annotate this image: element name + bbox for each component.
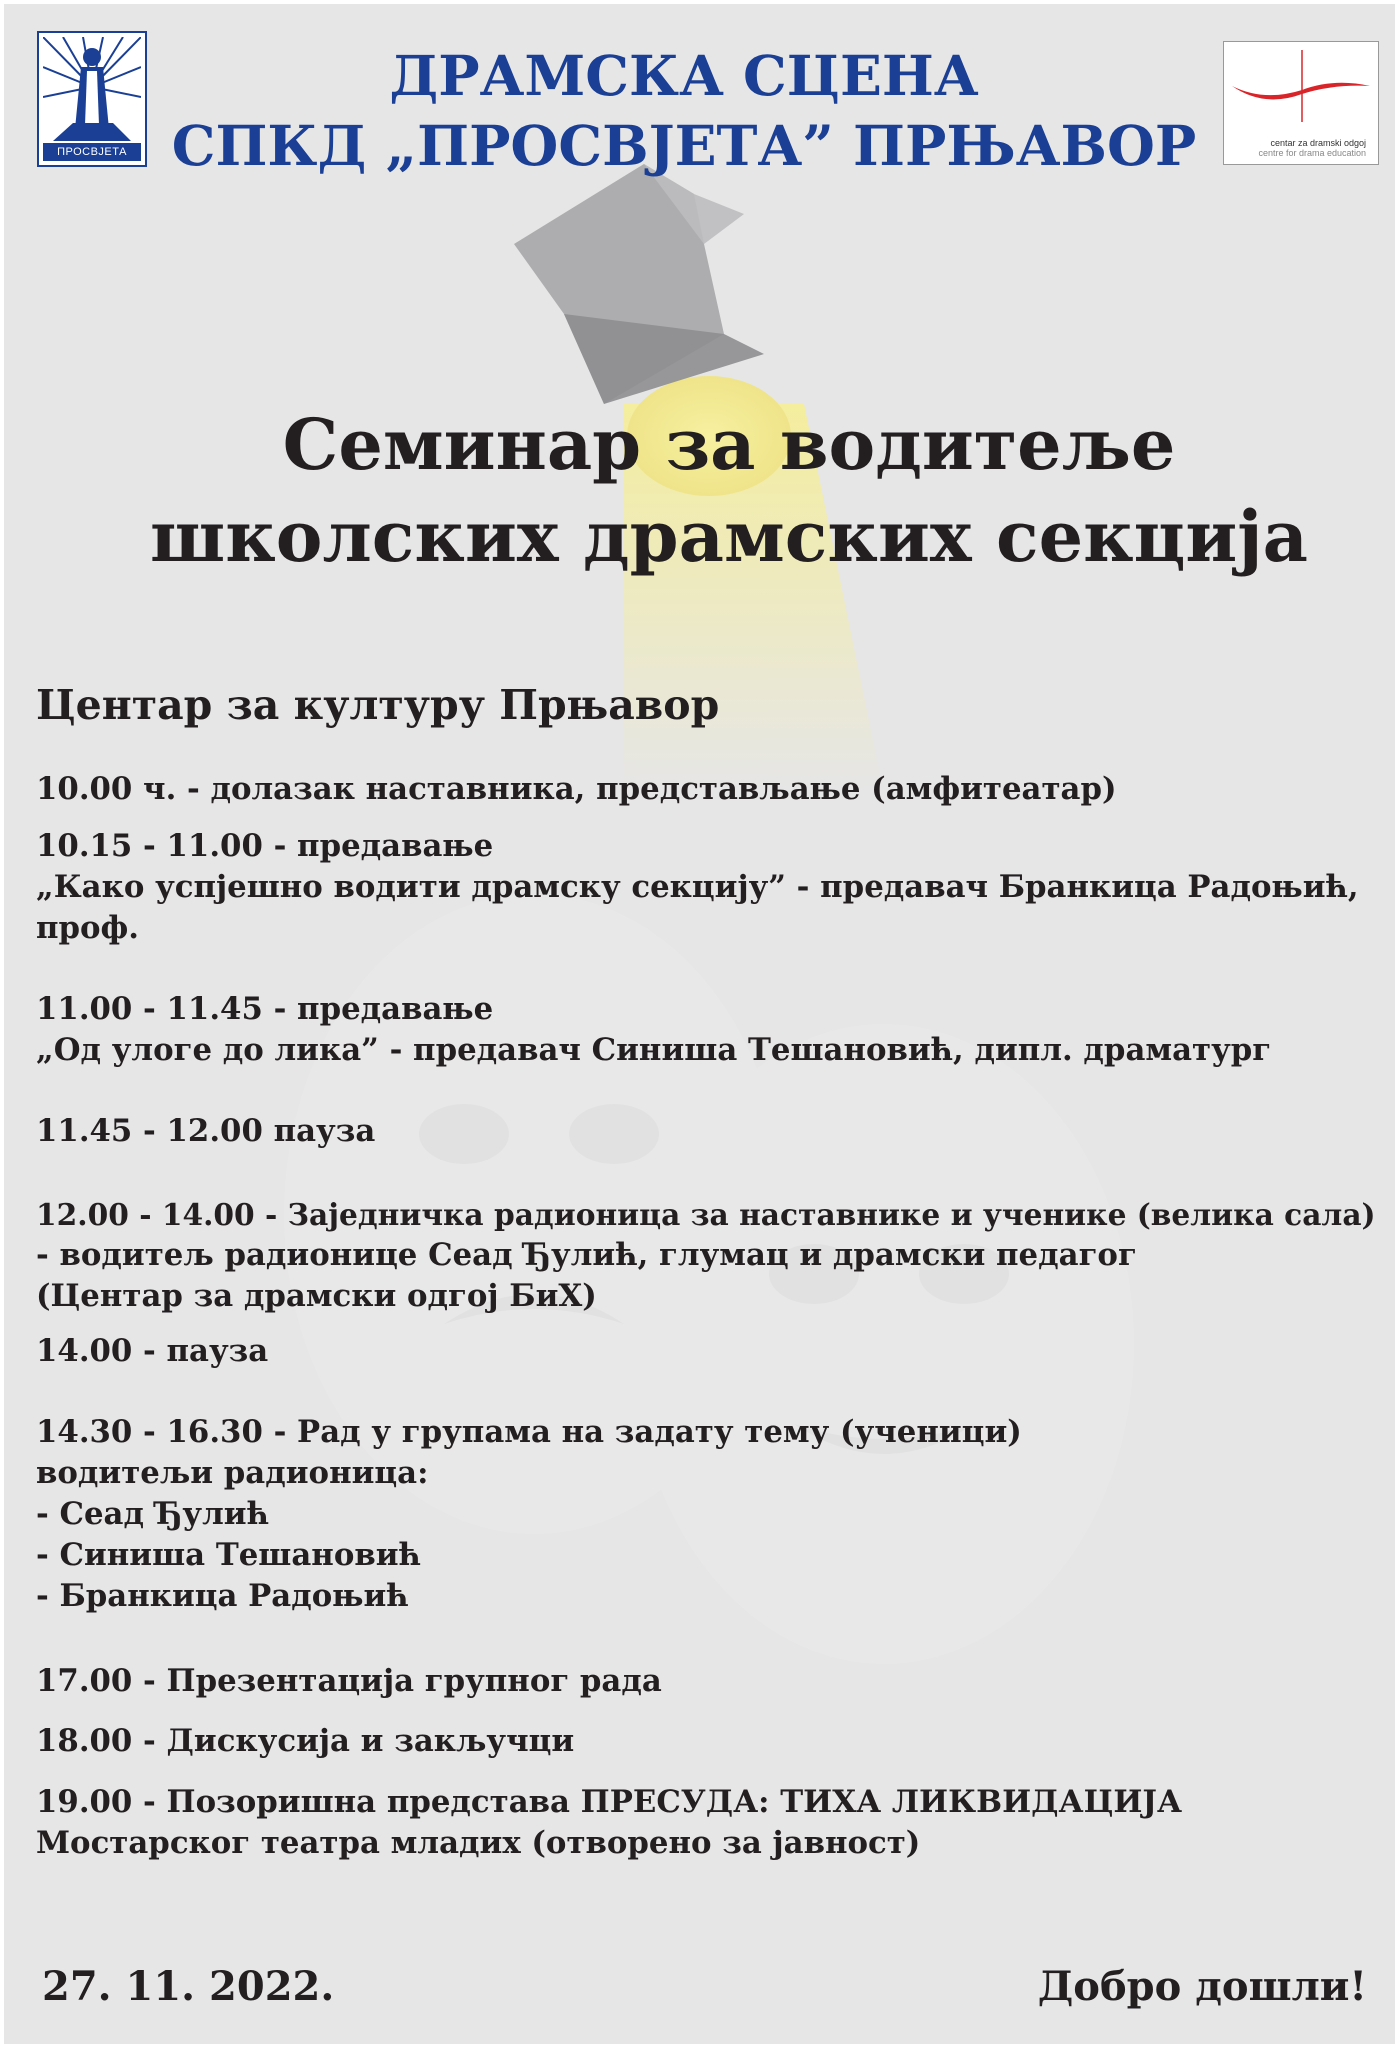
schedule xyxy=(36,769,1386,1864)
schedule-item xyxy=(36,1412,1386,1617)
drama-education-caption xyxy=(1246,138,1366,158)
seminar-title-line-1: Семинар за водитеље xyxy=(282,403,1176,486)
schedule-line: 18.00 - Дискусија и закључци xyxy=(36,1723,575,1759)
schedule-line: - Сеад Ђулић xyxy=(36,1496,269,1532)
schedule-line: 14.00 - пауза xyxy=(36,1333,269,1369)
caption-line-1: centar za dramski odgoj xyxy=(1270,138,1366,148)
cross-swoosh-icon xyxy=(1224,42,1378,132)
caption-line-2: centre for drama education xyxy=(1258,148,1366,158)
schedule-line: водитељи радионица: xyxy=(36,1455,429,1491)
schedule-line: - водитељ радионице Сеад Ђулић, глумац и драмски педагог xyxy=(36,1237,1137,1273)
schedule-item xyxy=(36,769,1386,810)
schedule-line: 11.00 - 11.45 - предавање xyxy=(36,991,494,1027)
schedule-line: 10.00 ч. - долазак наставника, представљање (амфитеатар) xyxy=(36,771,1117,807)
venue-heading: Центар за културу Прњавор xyxy=(36,681,720,729)
header-title-line-2: СПКД „ПРОСВЈЕТА” ПРЊАВОР xyxy=(171,113,1197,178)
header-title-line-1: ДРАМСКА СЦЕНА xyxy=(389,43,979,108)
schedule-line: „Од улоге до лика” - предавач Синиша Тешановић, дипл. драматург xyxy=(36,1032,1272,1068)
schedule-line: - Бранкица Радоњић xyxy=(36,1578,409,1614)
schedule-line: 17.00 - Презентација групног рада xyxy=(36,1663,662,1699)
schedule-line: „Како успјешно водити драмску секцију” - предавач Бранкица Радоњић, xyxy=(36,869,1359,905)
schedule-item xyxy=(36,1661,1386,1702)
prosvjeta-logo xyxy=(37,31,147,167)
schedule-item xyxy=(36,989,1386,1071)
welcome-text: Добро дошли! xyxy=(1037,1963,1367,2010)
schedule-line: Мостарског театра младих (отворено за јавност) xyxy=(36,1825,921,1861)
seminar-title-line-2: школских драмских секција xyxy=(149,495,1308,578)
schedule-item xyxy=(36,1721,1386,1762)
logo-caption: ПРОСВЈЕТА xyxy=(43,143,141,161)
schedule-item xyxy=(36,1331,1386,1372)
schedule-line: проф. xyxy=(36,910,140,946)
schedule-item xyxy=(36,1111,1386,1152)
schedule-line: - Синиша Тешановић xyxy=(36,1537,421,1573)
schedule-line: 14.30 - 16.30 - Рад у групама на задату тему (ученици) xyxy=(36,1414,1022,1450)
schedule-item xyxy=(36,1194,1386,1317)
schedule-line: (Центар за драмски одгој БиХ) xyxy=(36,1278,597,1314)
schedule-line: 12.00 - 14.00 - Заједничка радионица за наставнике и ученике (велика сала) xyxy=(36,1197,1376,1232)
schedule-line: 10.15 - 11.00 - предавање xyxy=(36,828,494,864)
poster xyxy=(4,4,1395,2044)
monument-icon xyxy=(43,37,141,141)
schedule-item xyxy=(36,1782,1386,1864)
schedule-line: 11.45 - 12.00 пауза xyxy=(36,1113,376,1149)
schedule-item xyxy=(36,826,1386,949)
drama-education-logo xyxy=(1223,41,1379,165)
event-date: 27. 11. 2022. xyxy=(42,1963,335,2010)
schedule-line: 19.00 - Позоришна представа ПРЕСУДА: ТИХА ЛИКВИДАЦИЈА xyxy=(36,1784,1183,1820)
